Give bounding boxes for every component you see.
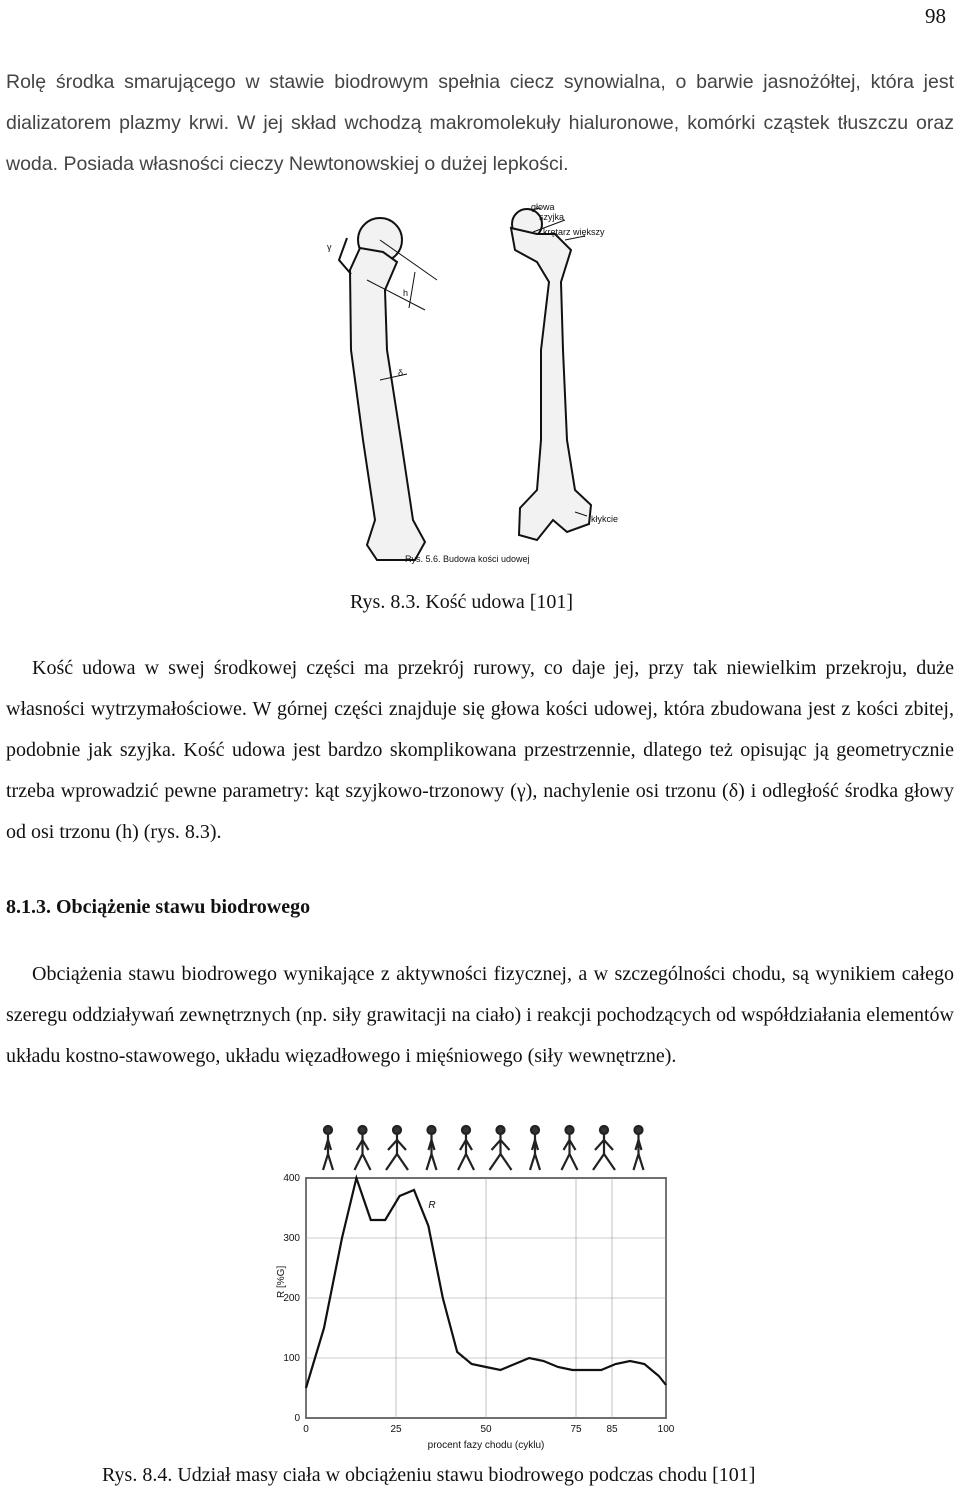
femur-right-bone <box>511 209 591 540</box>
neck-label: szyjka <box>539 212 565 222</box>
walking-figure <box>490 1126 512 1170</box>
y-tick-label: 200 <box>283 1293 300 1304</box>
walking-figure <box>355 1126 371 1170</box>
figure-caption-gait: Rys. 8.4. Udział masy ciała w obciążeniu stawu biodrowego podczas chodu [101] <box>102 1464 756 1486</box>
femur-left-bone <box>339 218 425 560</box>
walking-figure <box>593 1126 615 1170</box>
paragraph-hip-load: Obciążenia stawu biodrowego wynikające z aktywności fizycznej, a w szczególności chodu, są wynikiem całego szeregu oddziaływań zewnętrznych (np. siły grawitacji na ciało) i reakcji pochodzących od współdziałania elementów układu kostno-stawowego, układu więzadłowego i mięśniowego (siły wewnętrzne). <box>6 963 954 1067</box>
walking-figure <box>562 1126 578 1170</box>
figure-caption-femur: Rys. 8.3. Kość udowa [101] <box>350 591 574 613</box>
x-tick-label: 0 <box>303 1424 309 1435</box>
paragraph-femur: Kość udowa w swej środkowej części ma przekrój rurowy, co daje jej, przy tak niewielkim przekroju, duże własności wytrzymałościowe. W górnej części znajduje się głowa kości udowej, która zbudowana jest z kości zbitej, podobnie jak szyjka. Kość udowa jest bardzo skomplikowana przestrzennie, dlatego też opisując ją geometrycznie trzeba wprowadzić pewne parametry: kąt szyjkowo-trzonowy (γ), nachylenie osi trzonu (δ) i odległość środka głowy od osi trzonu (h) (rys. 8.3). <box>6 657 954 843</box>
x-tick-label: 50 <box>480 1424 492 1435</box>
curve-annotation-r: R <box>428 1200 436 1211</box>
paragraph-synovial-fluid: Rolę środka smarującego w stawie biodrowym spełnia ciecz synowialna, o barwie jasnożółtej, która jest dializatorem plazmy krwi. W jej skład wchodzą makromolekuły hialuronowe, komórki cząstek tłuszczu oraz woda. Posiada własności cieczy Newtonowskiej o dużej lepkości. <box>6 71 954 175</box>
page-number: 98 <box>925 4 946 28</box>
femur-illustration <box>305 190 650 572</box>
condyles-label: kłykcie <box>591 514 619 524</box>
y-tick-label: 100 <box>283 1353 300 1364</box>
chart-grid <box>306 1178 666 1418</box>
x-axis-ticks <box>303 1424 675 1435</box>
x-tick-label: 75 <box>570 1424 582 1435</box>
delta-label: δ <box>398 368 404 378</box>
walking-figure <box>634 1126 644 1170</box>
walking-figure <box>530 1126 540 1170</box>
x-tick-label: 85 <box>606 1424 618 1435</box>
x-axis-title: procent fazy chodu (cyklu) <box>427 1440 545 1451</box>
head-label: głowa <box>531 202 555 212</box>
h-label: h <box>403 288 409 298</box>
walking-figure <box>323 1126 333 1170</box>
gait-figure <box>270 1120 690 1460</box>
y-tick-label: 400 <box>283 1173 300 1184</box>
inner-figure-caption: Rys. 5.6. Budowa kości udowej <box>405 554 530 564</box>
trochanter-label: krętarz większy <box>543 227 605 237</box>
y-tick-label: 0 <box>294 1413 300 1424</box>
walking-figures <box>323 1126 644 1170</box>
x-tick-label: 100 <box>657 1424 675 1435</box>
y-axis-title: R [%G] <box>276 1265 287 1298</box>
gait-load-chart <box>270 1120 690 1460</box>
walking-figure <box>458 1126 474 1170</box>
y-tick-label: 300 <box>283 1233 300 1244</box>
section-heading: 8.1.3. Obciążenie stawu biodrowego <box>6 896 311 918</box>
walking-figure <box>386 1126 408 1170</box>
walking-figure <box>427 1126 437 1170</box>
femur-figure <box>305 190 650 572</box>
x-tick-label: 25 <box>390 1424 402 1435</box>
gamma-label: γ <box>327 242 332 252</box>
